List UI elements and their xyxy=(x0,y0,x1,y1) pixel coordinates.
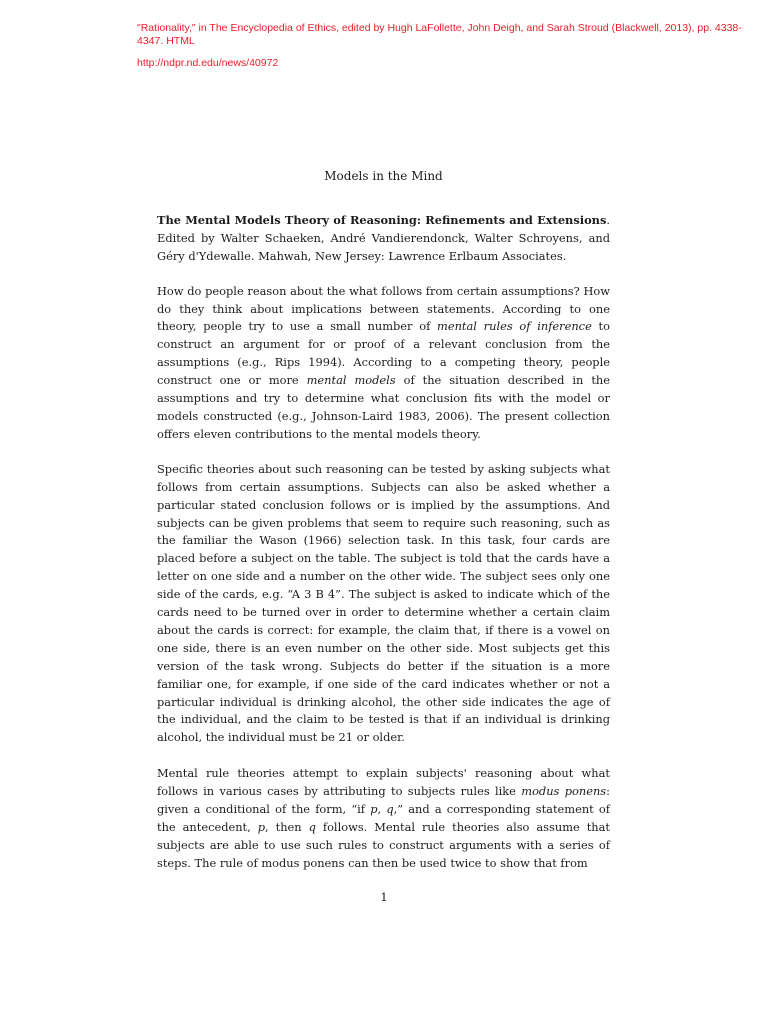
p3-emphasis-d: p xyxy=(257,820,266,834)
book-title: The Mental Models Theory of Reasoning: Refinements and Extensions xyxy=(157,212,607,227)
p3-text-d: ,” and a corresponding statement of the antecedent, xyxy=(157,802,610,834)
paragraph-3 xyxy=(157,765,610,872)
article-body xyxy=(157,168,610,890)
source-url-link[interactable]: http://ndpr.nd.edu/news/40972 xyxy=(137,57,279,69)
p3-text-b: : given a conditional of the form, “if xyxy=(157,784,610,817)
review-heading xyxy=(157,212,610,266)
citation-link[interactable]: "Rationality," in The Encyclopedia of Ethics, edited by Hugh LaFollette, John Deigh, and Sarah Stroud (Blackwell, 2013), pp. 4338-4347. HTML xyxy=(137,22,742,47)
p3-text-f: follows. Mental rule theories also assume that subjects are able to use such rules to construct arguments with a series of steps. The rule of modus ponens can then be used twice to show that from xyxy=(157,820,610,870)
p3-emphasis-b: p xyxy=(370,802,378,817)
p1-emphasis-b: mental models xyxy=(306,373,396,388)
p1-text-c: of the situation described in the assumptions and try to determine what conclusion fits with the model or models constructed (e.g., Johnson-Laird 1983, 2006). The present collection offers eleven contributions to the mental models theory. xyxy=(157,373,610,441)
p1-text-b: to construct an argument for or proof of a relevant conclusion from the assumptions (e.g., Rips 1994). According to a competing theory, people construct one or more xyxy=(157,319,610,388)
p3-emphasis-a: modus ponens xyxy=(521,784,607,799)
paragraph-2: Specific theories about such reasoning can be tested by asking subjects what follows from certain assumptions. Subjects can also be asked whether a particular stated conclusion follows or is implied by the assumptions. And subjects can be given problems that seem to require such reasoning, such as the familiar the Wason (1966) selection task. In this task, four cards are placed before a subject on the table. The subject is told that the cards have a letter on one side and a number on the other wide. The subject sees only one side of the cards, e.g. “A 3 B 4”. The subject is asked to indicate which of the cards need to be turned over in order to determine whether a certain claim about the cards is correct: for example, the claim that, if there is a vowel on one side, there is an even number on the other side. Most subjects get this version of the task wrong. Subjects do better if the situation is a more familiar one, for example, if one side of the card indicates whether or not a particular individual is drinking alcohol, the other side indicates the age of the individual, and the claim to be tested is that if an individual is drinking alcohol, the individual must be 21 or older. xyxy=(157,461,610,745)
p3-emphasis-c: q xyxy=(386,802,394,817)
page-title: Models in the Mind xyxy=(324,169,443,183)
p3-text-c: , xyxy=(377,802,387,817)
page-number: 1 xyxy=(380,890,388,904)
p3-text-a: Mental rule theories attempt to explain subjects' reasoning about what follows in various cases by attributing to subjects rules like xyxy=(157,766,610,799)
book-details: . Edited by Walter Schaeken, André Vandierendonck, Walter Schroyens, and Géry d'Ydewalle. Mahwah, New Jersey: Lawrence Erlbaum Associates. xyxy=(157,212,610,263)
p3-emphasis-e: q xyxy=(308,820,316,834)
p3-text-e: , then xyxy=(265,820,309,834)
p1-text-a: How do people reason about the what follows from certain assumptions? How do they think about implications between statements. According to one theory, people try to use a small number of xyxy=(157,283,610,334)
header-links xyxy=(137,22,752,70)
p1-emphasis-a: mental rules of inference xyxy=(437,319,592,334)
paragraph-1 xyxy=(157,283,610,444)
